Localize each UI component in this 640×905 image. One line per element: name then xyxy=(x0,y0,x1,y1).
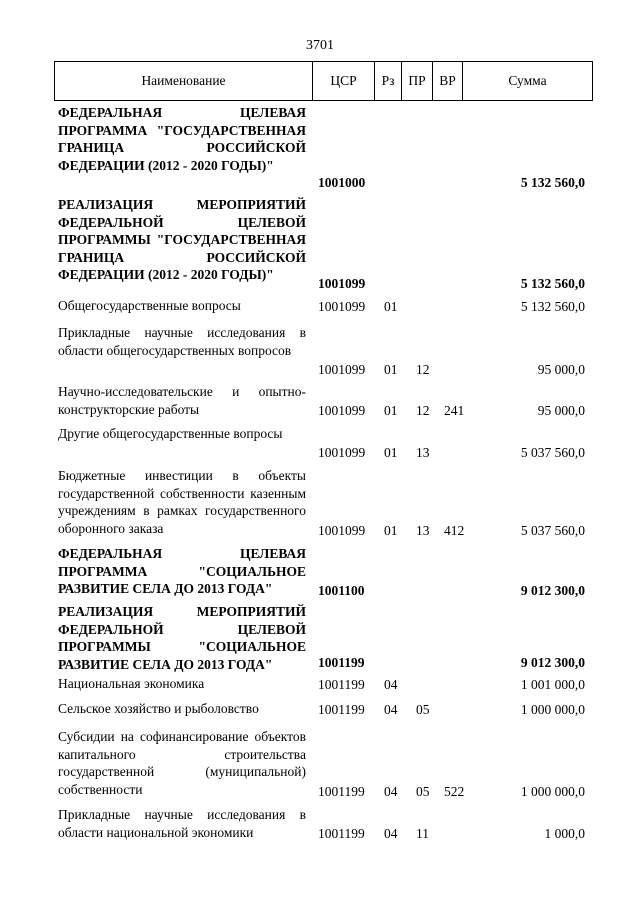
row-rz: 04 xyxy=(384,783,398,799)
row-sum: 5 037 560,0 xyxy=(520,522,585,538)
row-sum: 5 037 560,0 xyxy=(520,444,585,460)
table-row xyxy=(54,806,593,842)
row-pr: 12 xyxy=(416,361,430,377)
row-csr: 1001199 xyxy=(318,676,365,692)
row-name: РЕАЛИЗАЦИЯ МЕРОПРИЯТИЙ ФЕДЕРАЛЬНОЙ ЦЕЛЕВОЙ ПРОГРАММЫ "ГОСУДАРСТВЕННАЯ ГРАНИЦА РОССИЙСКОЙ ФЕДЕРАЦИИ (2012 - 2020 ГОДЫ)" xyxy=(58,197,306,282)
table-header xyxy=(54,61,593,101)
row-rz: 04 xyxy=(384,676,398,692)
header-csr: ЦСР xyxy=(312,62,374,100)
row-csr: 1001099 xyxy=(318,402,366,418)
row-csr: 1001199 xyxy=(318,701,365,717)
row-pr: 13 xyxy=(416,444,430,460)
row-pr: 11 xyxy=(416,825,429,841)
row-sum: 5 132 560,0 xyxy=(520,298,585,314)
row-csr: 1001099 xyxy=(318,275,366,291)
row-rz: 01 xyxy=(384,361,398,377)
table-row xyxy=(54,728,593,800)
row-csr: 1001099 xyxy=(318,298,366,314)
header-vr: ВР xyxy=(432,62,462,100)
row-sum: 95 000,0 xyxy=(537,361,585,377)
row-sum: 9 012 300,0 xyxy=(520,582,585,598)
row-rz: 01 xyxy=(384,522,398,538)
table-row xyxy=(54,425,593,461)
row-pr: 05 xyxy=(416,783,430,799)
row-rz: 01 xyxy=(384,298,398,314)
row-rz: 04 xyxy=(384,825,398,841)
table-row xyxy=(54,383,593,419)
table-row xyxy=(54,297,593,315)
row-vr: 241 xyxy=(444,402,465,418)
row-sum: 1 000,0 xyxy=(544,825,585,841)
row-pr: 13 xyxy=(416,522,430,538)
row-name: Сельское хозяйство и рыболовство xyxy=(58,701,259,716)
row-csr: 1001100 xyxy=(318,582,365,598)
row-vr: 522 xyxy=(444,783,465,799)
row-csr: 1001199 xyxy=(318,654,365,670)
row-name: ФЕДЕРАЛЬНАЯ ЦЕЛЕВАЯ ПРОГРАММА "ГОСУДАРСТВЕННАЯ ГРАНИЦА РОССИЙСКОЙ ФЕДЕРАЦИИ (2012 - 2020 ГОДЫ)" xyxy=(58,105,306,173)
row-sum: 5 132 560,0 xyxy=(520,275,585,291)
row-pr: 12 xyxy=(416,402,430,418)
row-name: Прикладные научные исследования в области национальной экономики xyxy=(58,807,306,840)
row-sum: 9 012 300,0 xyxy=(520,654,585,670)
row-name: Национальная экономика xyxy=(58,676,205,691)
table-row xyxy=(54,700,593,718)
row-vr: 412 xyxy=(444,522,465,538)
row-name: РЕАЛИЗАЦИЯ МЕРОПРИЯТИЙ ФЕДЕРАЛЬНОЙ ЦЕЛЕВОЙ ПРОГРАММЫ "СОЦИАЛЬНОЕ РАЗВИТИЕ СЕЛА ДО 2013 ГОДА" xyxy=(58,604,306,672)
row-sum: 5 132 560,0 xyxy=(520,174,585,190)
row-csr: 1001199 xyxy=(318,783,365,799)
row-name: Бюджетные инвестиции в объекты государственной собственности казенным учреждениям в рамках государственного оборонного заказа xyxy=(58,468,306,536)
row-sum: 1 001 000,0 xyxy=(520,676,585,692)
row-rz: 04 xyxy=(384,701,398,717)
row-name: ФЕДЕРАЛЬНАЯ ЦЕЛЕВАЯ ПРОГРАММА "СОЦИАЛЬНОЕ РАЗВИТИЕ СЕЛА ДО 2013 ГОДА" xyxy=(58,546,306,596)
row-csr: 1001099 xyxy=(318,361,366,377)
table-row xyxy=(54,675,593,693)
table-row xyxy=(54,196,593,292)
table-row xyxy=(54,545,593,599)
table-row xyxy=(54,104,593,191)
row-sum: 95 000,0 xyxy=(537,402,585,418)
row-rz: 01 xyxy=(384,444,398,460)
table-row xyxy=(54,324,593,378)
row-csr: 1001099 xyxy=(318,522,366,538)
row-pr: 05 xyxy=(416,701,430,717)
row-name: Общегосударственные вопросы xyxy=(58,298,241,313)
row-rz: 01 xyxy=(384,402,398,418)
row-sum: 1 000 000,0 xyxy=(520,783,585,799)
row-name: Научно-исследовательские и опытно-конструкторские работы xyxy=(58,384,306,417)
header-pr: ПР xyxy=(401,62,432,100)
header-name: Наименование xyxy=(141,73,226,88)
row-name: Прикладные научные исследования в области общегосударственных вопросов xyxy=(58,325,306,358)
header-rz: Рз xyxy=(374,62,401,100)
page-number: 3701 xyxy=(306,38,334,53)
table-row xyxy=(54,603,593,671)
row-name: Другие общегосударственные вопросы xyxy=(58,426,283,441)
header-sum: Сумма xyxy=(462,62,592,100)
row-name: Субсидии на софинансирование объектов капитального строительства государственной (муниципальной) собственности xyxy=(58,729,306,797)
row-sum: 1 000 000,0 xyxy=(520,701,585,717)
row-csr: 1001000 xyxy=(318,174,366,190)
row-csr: 1001199 xyxy=(318,825,365,841)
row-csr: 1001099 xyxy=(318,444,366,460)
table-row xyxy=(54,467,593,539)
